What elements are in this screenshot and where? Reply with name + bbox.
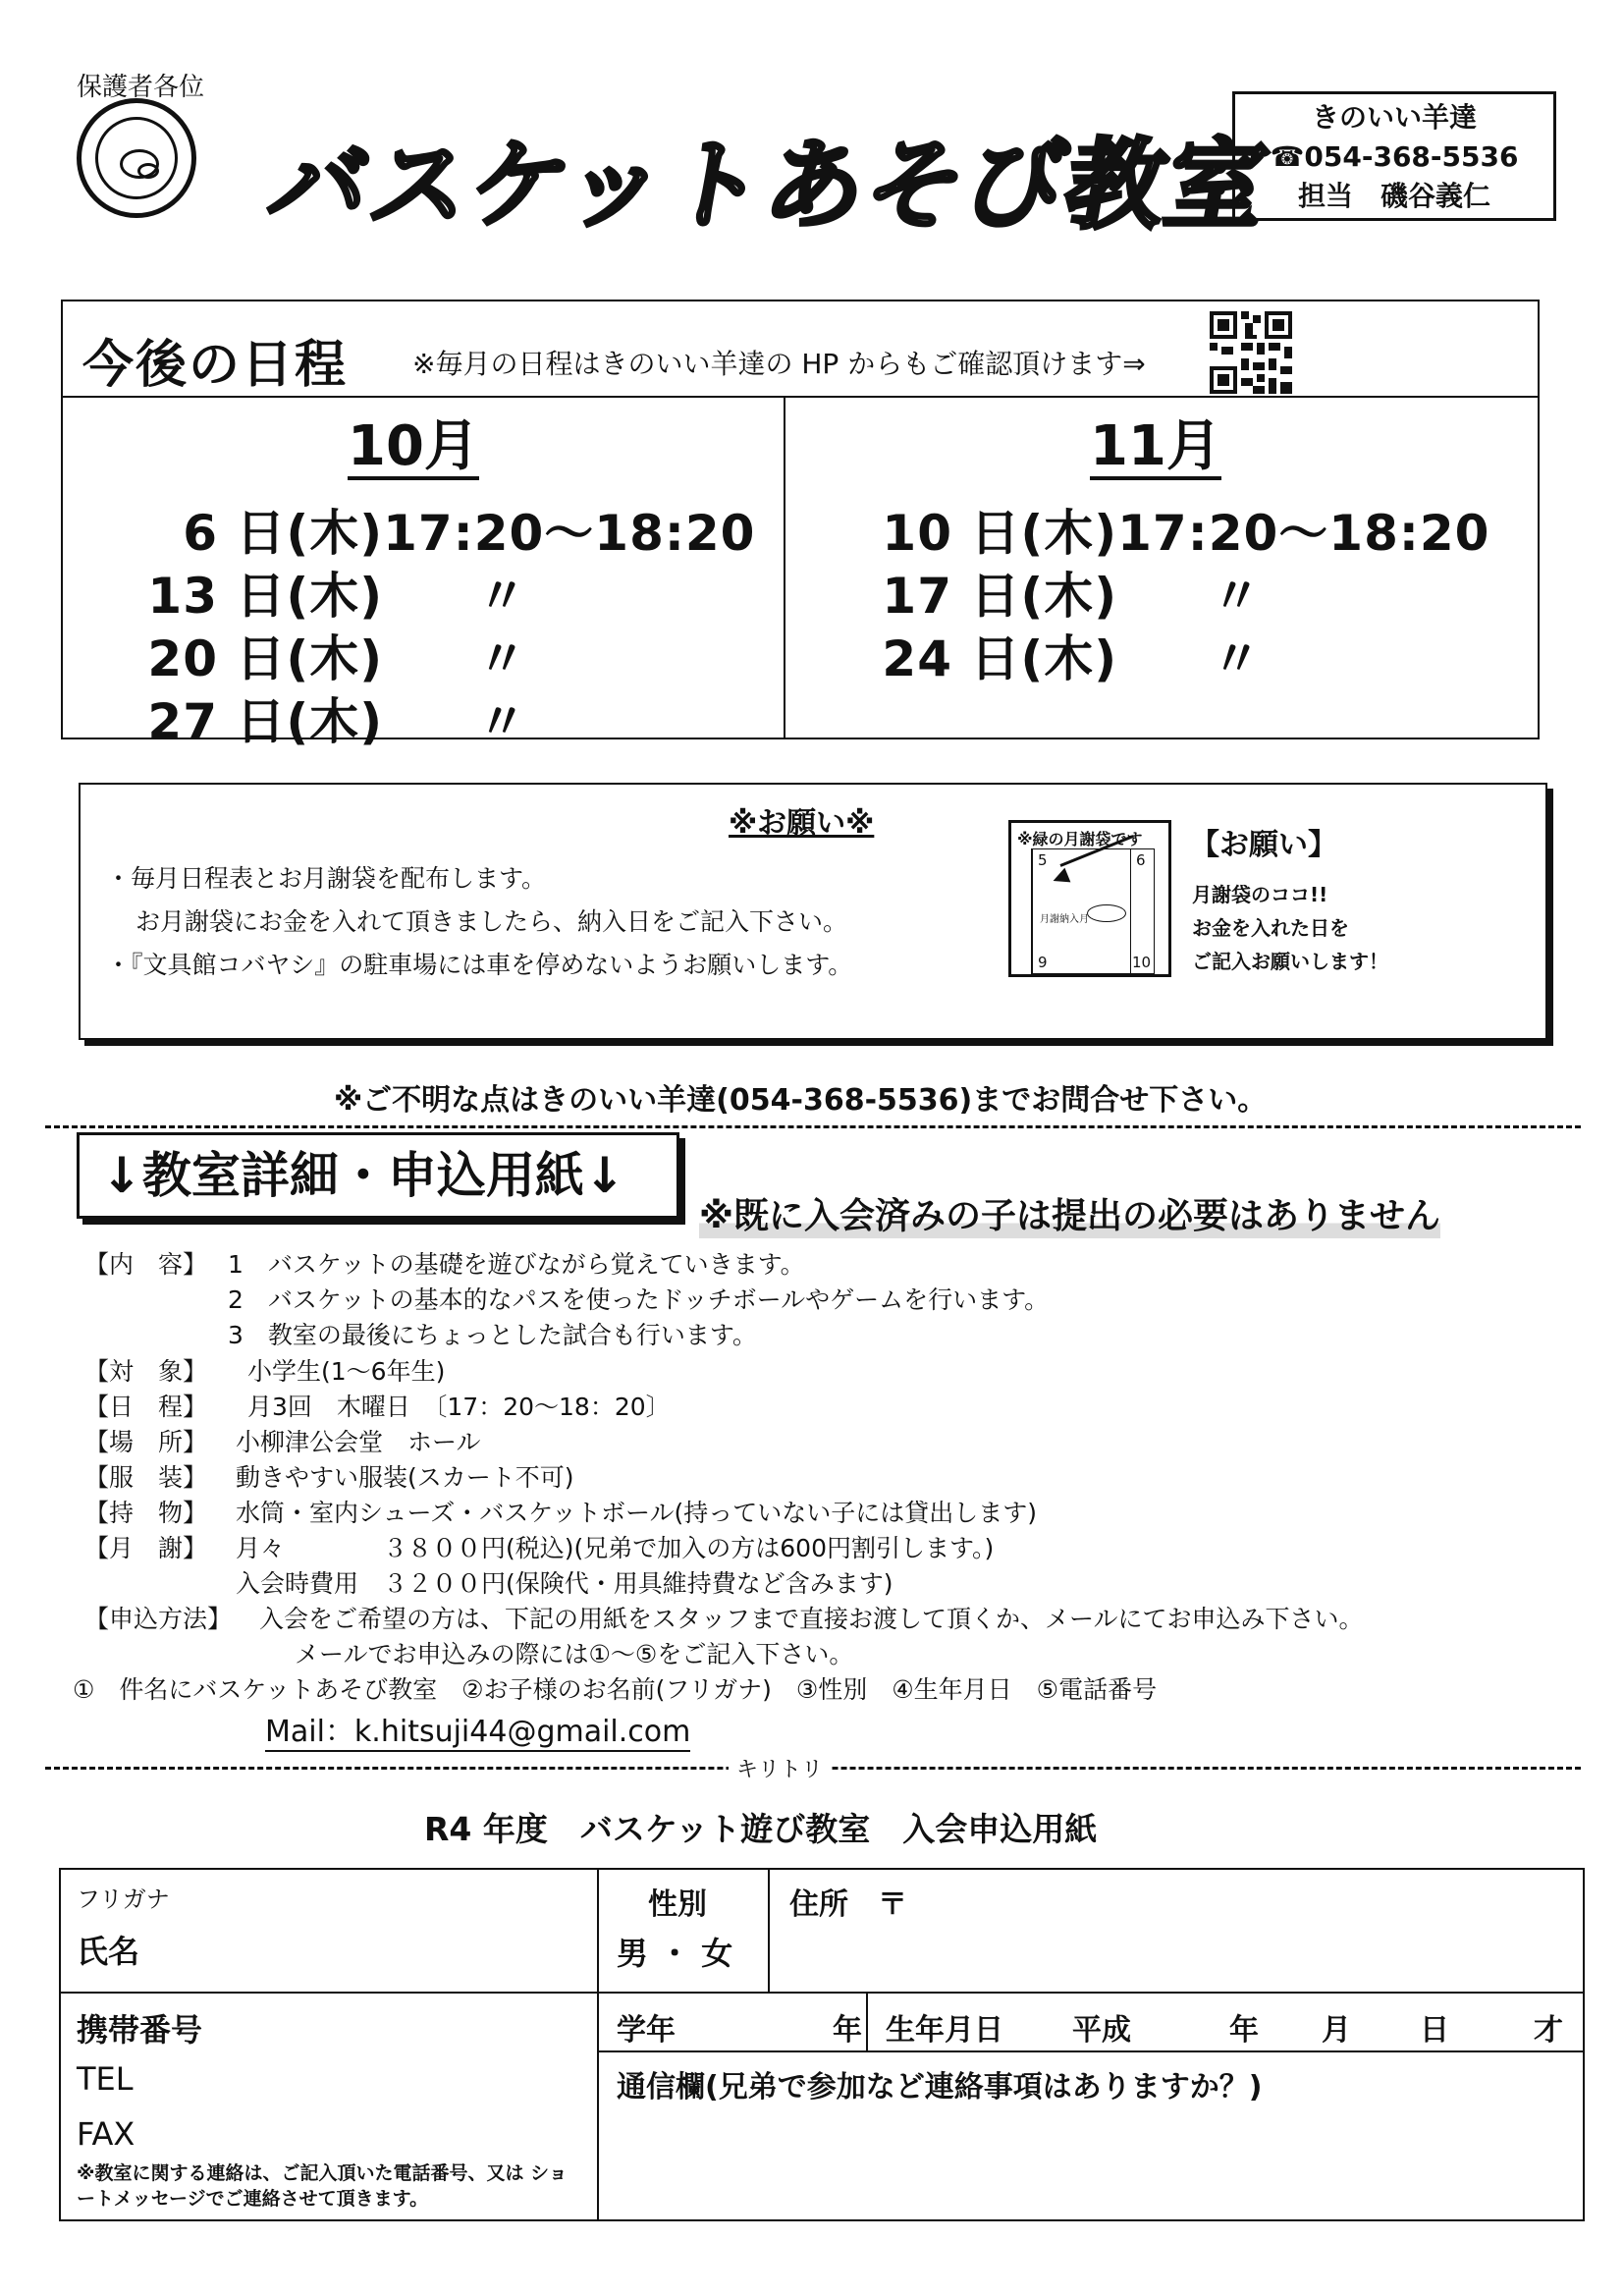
era-label: 平成 (1072, 2013, 1131, 2048)
kiritori-label: キリトリ (729, 1753, 831, 1783)
detail-text: 月3回 木曜日 〔17：20～18：20〕 (247, 1393, 671, 1421)
detail-text: 1 バスケットの基礎を遊びながら覚えていきます。 (228, 1250, 805, 1279)
tel-label: TEL (77, 2060, 134, 2098)
envelope-label: 月謝納入月 (1040, 914, 1089, 925)
form-line (768, 1870, 770, 1992)
grade-unit[interactable]: 年 (833, 2013, 862, 2048)
detail-text: 月々 ３８００円(税込)(兄弟で加入の方は600円割引します。) (236, 1534, 995, 1562)
name-field[interactable] (71, 1917, 591, 1988)
detail-text: 入会時費用 ３２００円(保険代・用具維持費など含みます) (236, 1569, 893, 1598)
detail-label: 【申込方法】 (84, 1605, 233, 1633)
qr-code-icon[interactable] (1210, 311, 1292, 394)
name-label: 氏名 (77, 1933, 140, 1970)
mail-address[interactable]: Mail：k.hitsuji44@gmail.com (265, 1707, 690, 1752)
envelope-grid (1031, 848, 1155, 974)
form-line (866, 1992, 868, 2050)
contact-box (1232, 91, 1556, 221)
detail-label: 【場 所】 (84, 1428, 208, 1456)
detail-label: 【月 謝】 (84, 1534, 208, 1562)
request-line: お月謝袋にお金を入れて頂きましたら、納入日をご記入下さい。 (135, 907, 848, 936)
mail-items: ① 件名にバスケットあそび教室 ②お子様のお名前(フリガナ) ③性別 ④生年月日 ⑤電話番号 (73, 1675, 1158, 1704)
detail-text: 水筒・室内シューズ・バスケットボール(持っていない子には貸出します) (236, 1499, 1038, 1527)
year-label[interactable]: 年 (1229, 2013, 1259, 2048)
envelope-illustration (1008, 820, 1171, 977)
gender-select[interactable]: 男 ・ 女 (617, 1935, 733, 1972)
logo (77, 98, 196, 218)
logo-ring (95, 117, 178, 199)
inquiry-note: ※ご不明な点はきのいい羊達(054-368-5536)までお問合せ下さい。 (334, 1083, 1268, 1118)
envelope-num: 9 (1038, 954, 1048, 971)
onegai-line: 月謝袋のココ!! (1192, 883, 1328, 906)
schedule-header (63, 301, 1538, 398)
grid-line (1032, 849, 1033, 973)
contact-person: 担当 磯谷義仁 (1297, 180, 1490, 212)
envelope-num: 6 (1136, 851, 1146, 869)
schedule-row: 17 日(木) 〃 (882, 568, 1263, 625)
detail-text: 3 教室の最後にちょっとした試合も行います。 (228, 1321, 757, 1349)
detail-label: 【内 容】 (84, 1250, 208, 1279)
envelope-mark (1087, 904, 1126, 922)
schedule-title: 今後の日程 (82, 336, 349, 395)
schedule-divider (784, 398, 785, 738)
address-field[interactable] (945, 1880, 1573, 1986)
envelope-num: 5 (1038, 851, 1048, 869)
form-line (61, 1992, 1583, 1994)
detail-text: 小柳津公会堂 ホール (236, 1428, 481, 1456)
schedule-row: 20 日(木) 〃 (147, 630, 528, 687)
schedule-row: 27 日(木) 〃 (147, 693, 528, 750)
birth-label: 生年月日 (886, 2013, 1003, 2048)
envelope-caption: ※緑の月謝袋です (1017, 830, 1143, 848)
application-form (59, 1868, 1585, 2221)
age-label[interactable]: 才 (1534, 2013, 1563, 2048)
form-title: R4 年度 バスケット遊び教室 入会申込用紙 (424, 1810, 1098, 1848)
detail-text: 2 バスケットの基本的なパスを使ったドッチボールやゲームを行います。 (228, 1285, 1050, 1314)
form-line (597, 2050, 1583, 2052)
onegai-line: お金を入れた日を (1192, 916, 1349, 940)
request-title: ※お願い※ (729, 806, 875, 841)
grade-label: 学年 (617, 2013, 676, 2048)
schedule-row: 10 日(木)17:20～18:20 (882, 505, 1490, 562)
day-label[interactable]: 日 (1420, 2013, 1449, 2048)
detail-text: 動きやすい服装(スカート不可) (236, 1463, 574, 1492)
mobile-label: 携帯番号 (77, 2011, 203, 2049)
detail-label: 【持 物】 (84, 1499, 208, 1527)
recipient: 保護者各位 (77, 73, 205, 102)
request-line: ・毎月日程表とお月謝袋を配布します。 (106, 864, 547, 893)
fax-label: FAX (77, 2115, 135, 2153)
grid-line (1130, 849, 1131, 973)
comm-label: 通信欄(兄弟で参加など連絡事項はありますか？) (617, 2070, 1263, 2105)
schedule-note: ※毎月の日程はきのいい羊達の HP からもご確認頂けます⇒ (412, 348, 1146, 380)
fax-field[interactable] (159, 2109, 581, 2153)
month-november: 11月 (1090, 414, 1221, 478)
detail-text: 小学生(1～6年生) (247, 1357, 446, 1386)
schedule-box (61, 300, 1540, 750)
dashed-divider (45, 1125, 1581, 1128)
form-line (597, 1870, 599, 2219)
contact-org: きのいい羊達 (1311, 101, 1477, 134)
detail-label: 【日 程】 (84, 1393, 208, 1421)
detail-label: 【対 象】 (84, 1357, 208, 1386)
sheep-face-icon (137, 163, 159, 179)
page-title: バスケットあそび教室 (260, 128, 1278, 243)
schedule-row: 6 日(木)17:20～18:20 (183, 505, 756, 562)
request-line: ・『文具館コバヤシ』の駐車場には車を停めないようお願いします。 (106, 951, 853, 979)
gender-label: 性別 (648, 1887, 707, 1922)
address-label: 住所 〒 (789, 1887, 907, 1922)
detail-text: 入会をご希望の方は、下記の用紙をスタッフまで直接お渡して頂くか、メールにてお申込み下さい。 (259, 1605, 1364, 1633)
month-label[interactable]: 月 (1322, 2013, 1351, 2048)
onegai-line: ご記入お願いします！ (1192, 950, 1388, 973)
schedule-row: 13 日(木) 〃 (147, 568, 528, 625)
onegai-title: 【お願い】 (1190, 828, 1337, 862)
month-october: 10月 (348, 414, 479, 478)
schedule-row: 24 日(木) 〃 (882, 630, 1263, 687)
tel-field[interactable] (159, 2054, 581, 2098)
already-member-note: ※既に入会済みの子は提出の必要はありません (699, 1188, 1440, 1238)
request-box (79, 783, 1547, 1040)
furigana-label: フリガナ (77, 1886, 170, 1913)
contact-note: ※教室に関する連絡は、ご記入頂いた電話番号、又は ショートメッセージでご連絡させて頂きます。 (77, 2162, 568, 2210)
detail-text: メールでお申込みの際には①～⑤をご記入下さい。 (295, 1640, 854, 1668)
envelope-num: 10 (1132, 954, 1152, 971)
detail-label: 【服 装】 (84, 1463, 208, 1492)
contact-phone: ☎054-368-5536 (1270, 140, 1519, 173)
comm-field[interactable] (611, 2105, 1573, 2214)
details-title: ↓教室詳細・申込用紙↓ (77, 1132, 679, 1219)
